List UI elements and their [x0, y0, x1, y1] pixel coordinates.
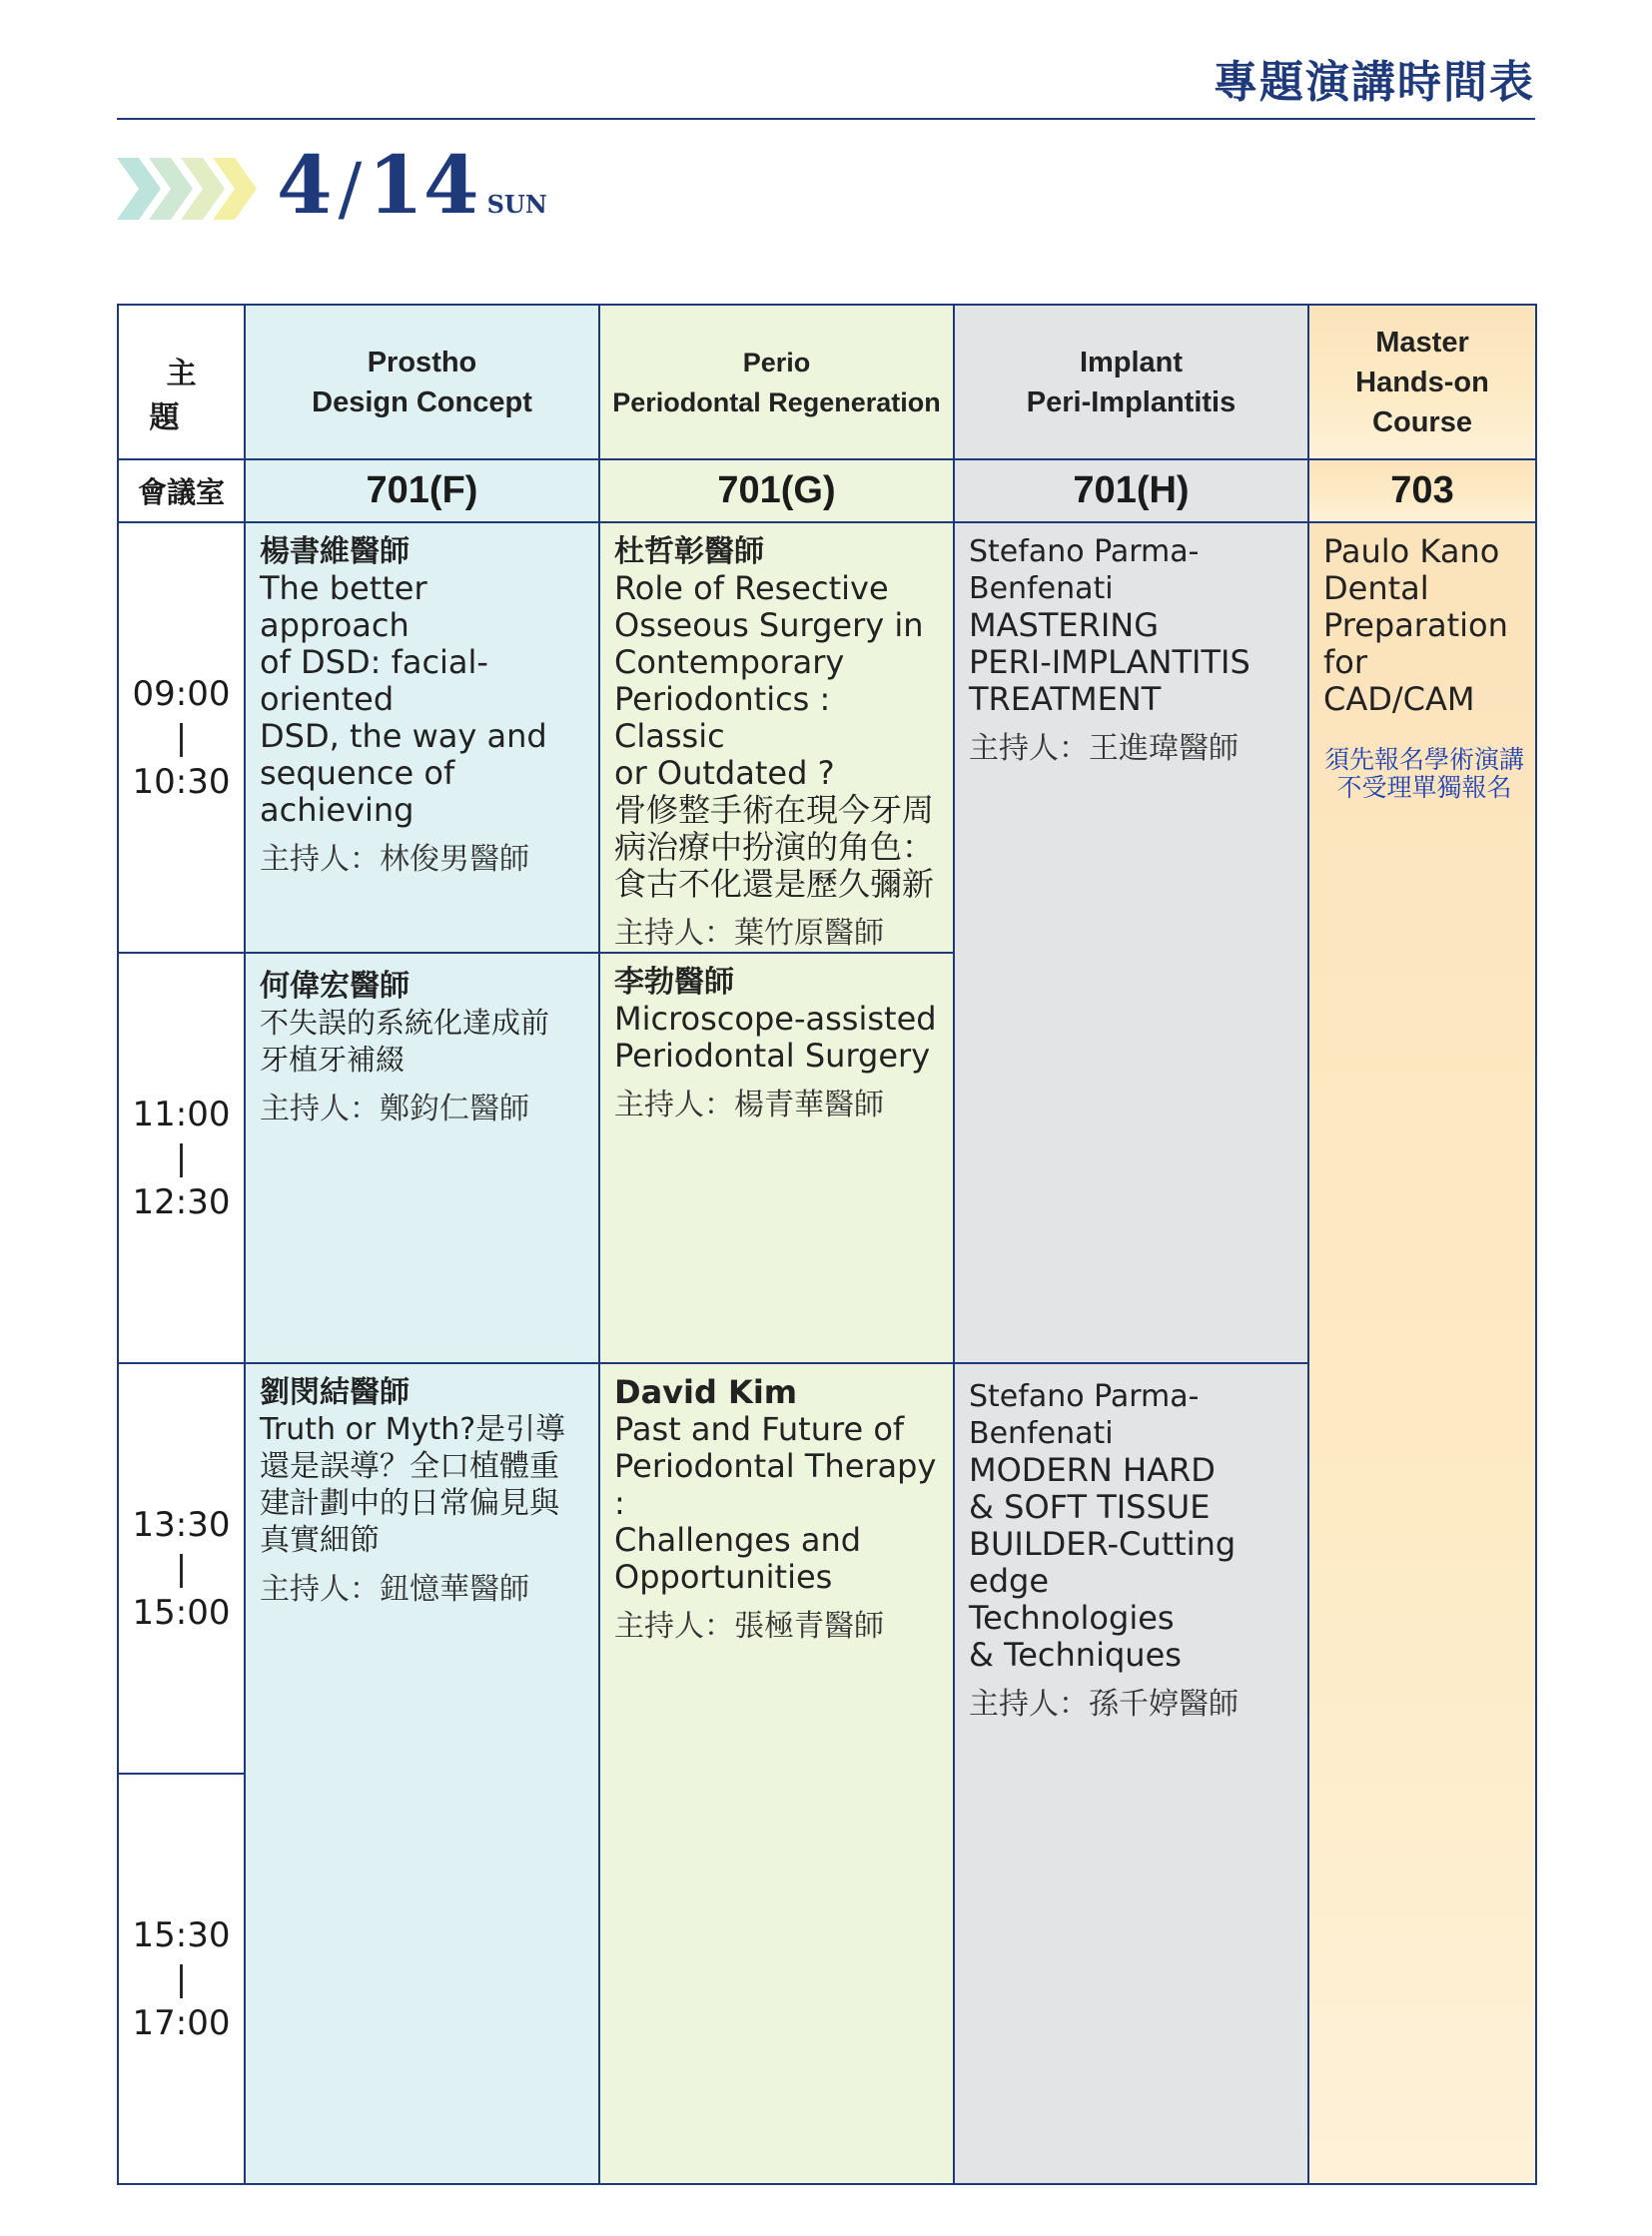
- session-title-line: Challenges and: [614, 1521, 862, 1559]
- session-prostho-1: [245, 522, 599, 953]
- date-month: 4: [277, 138, 333, 232]
- session-implant-2: [954, 1363, 1308, 2184]
- time-start: 11:00: [132, 1094, 231, 1134]
- date-label: [277, 138, 547, 232]
- time-end: 15:00: [132, 1592, 231, 1633]
- time-separator: |: [175, 1137, 188, 1178]
- session-title-line: Preparation: [1323, 606, 1508, 644]
- theme-header-label: 主 題: [118, 305, 245, 459]
- speaker-name: 杜哲彰醫師: [614, 534, 764, 569]
- time-end: 17:00: [132, 2002, 231, 2043]
- speaker-name: 何偉宏醫師: [260, 969, 410, 1004]
- session-title-line: Opportunities: [614, 1558, 833, 1596]
- session-title-line: MASTERING: [969, 606, 1159, 644]
- speaker-name: Paulo Kano: [1323, 532, 1500, 570]
- session-title-line: PERI-IMPLANTITIS: [969, 643, 1250, 681]
- session-title-line: DSD, the way and: [260, 717, 547, 755]
- session-host: 主持人：張極青醫師: [614, 1609, 884, 1644]
- time-separator: |: [175, 1548, 188, 1589]
- speaker-name: 楊書維醫師: [260, 534, 410, 569]
- session-title-line: 真實細節: [260, 1523, 380, 1558]
- session-title-line: Truth or Myth?是引導: [260, 1412, 566, 1447]
- speaker-name: 劉閔結醫師: [260, 1375, 410, 1410]
- time-slot-1: [118, 522, 245, 953]
- registration-note-line2: 不受理單獨報名: [1336, 773, 1512, 802]
- session-title-line: Technologies: [969, 1599, 1175, 1637]
- session-title-line: 食古不化還是歷久彌新: [614, 865, 935, 903]
- session-title-line: 建計劃中的日常偏見與: [260, 1486, 559, 1521]
- theme-perio-line1: Perio: [742, 347, 811, 377]
- date-day: 14: [368, 138, 479, 232]
- session-perio-2: [599, 953, 954, 1363]
- chevron-arrows-icon: [117, 158, 257, 220]
- session-host: 主持人：葉竹原醫師: [614, 916, 884, 951]
- time-start: 13:30: [132, 1504, 231, 1545]
- session-title-line: Microscope-assisted: [614, 1000, 937, 1038]
- session-prostho-3: [245, 1363, 599, 2184]
- room-prostho: 701(F): [245, 459, 599, 522]
- date-weekday: SUN: [486, 190, 547, 219]
- time-end: 12:30: [132, 1181, 231, 1222]
- theme-implant-line2: Peri-Implantitis: [1026, 385, 1237, 418]
- theme-master: [1308, 305, 1536, 459]
- session-title-line: 骨修整手術在現今牙周: [614, 791, 935, 829]
- date-slash: /: [338, 148, 363, 230]
- theme-perio-line2: Periodontal Regeneration: [612, 386, 941, 417]
- theme-prostho-line1: Prostho: [367, 346, 477, 378]
- time-start: 15:30: [132, 1914, 231, 1955]
- theme-implant-line1: Implant: [1079, 346, 1184, 378]
- time-slot-2: [118, 953, 245, 1363]
- session-title-line: Past and Future of: [614, 1410, 905, 1448]
- registration-note-line1: 須先報名學術演講: [1323, 745, 1524, 774]
- session-host: 主持人：林俊男醫師: [260, 842, 529, 877]
- session-title-line: Dental: [1323, 569, 1429, 607]
- theme-perio: [599, 305, 954, 459]
- theme-master-line2: Hands-on: [1355, 366, 1489, 398]
- time-slot-3: [118, 1363, 245, 1774]
- session-title-line: Contemporary: [614, 643, 845, 681]
- time-separator: |: [175, 717, 188, 758]
- theme-row: [118, 305, 1536, 459]
- session-title-line: MODERN HARD: [969, 1451, 1216, 1489]
- session-title-line: of DSD: facial-oriented: [260, 643, 488, 718]
- session-title-line: 不失誤的系統化達成前: [260, 1006, 550, 1040]
- session-title-line: The better approach: [260, 569, 427, 644]
- session-title-line: for CAD/CAM: [1323, 643, 1475, 718]
- session-title-line: BUILDER-Cutting edge: [969, 1525, 1237, 1600]
- theme-master-line1: Master: [1375, 326, 1469, 359]
- session-master-1: [1308, 522, 1536, 2184]
- session-title-line: Role of Resective: [614, 569, 889, 607]
- session-prostho-2: [245, 953, 599, 1363]
- schedule-table: [117, 304, 1537, 2185]
- theme-implant: [954, 305, 1308, 459]
- session-host: 主持人：楊青華醫師: [614, 1088, 884, 1122]
- session-title-line: 牙植牙補綴: [260, 1043, 406, 1077]
- session-host: 主持人：鄭鈞仁醫師: [260, 1092, 529, 1126]
- time-start: 09:00: [132, 673, 231, 714]
- session-implant-1: [954, 522, 1308, 1363]
- session-host: 主持人：鈕憶華醫師: [260, 1572, 529, 1607]
- speaker-name: Stefano Parma-Benfenati: [969, 1379, 1200, 1451]
- room-implant: 701(H): [954, 459, 1308, 522]
- speaker-name: 李勃醫師: [614, 965, 734, 1000]
- session-title-line: sequence of achieving: [260, 754, 455, 829]
- theme-master-line3: Course: [1372, 405, 1472, 438]
- session-host: 主持人：王進瑋醫師: [969, 731, 1239, 766]
- page-header: [117, 36, 1535, 120]
- session-title-line: or Outdated ?: [614, 754, 835, 792]
- session-title-line: Periodontal Therapy :: [614, 1447, 937, 1522]
- time-end: 10:30: [132, 761, 231, 802]
- speaker-name: Stefano Parma-Benfenati: [969, 534, 1200, 606]
- session-title-line: Periodontics : Classic: [614, 680, 831, 755]
- session-title-line: TREATMENT: [969, 680, 1162, 718]
- time-slot-4: [118, 1774, 245, 2184]
- theme-prostho-line2: Design Concept: [312, 385, 532, 418]
- room-perio: 701(G): [599, 459, 954, 522]
- room-master: 703: [1308, 459, 1536, 522]
- room-row: [118, 459, 1536, 522]
- session-host: 主持人：孫千婷醫師: [969, 1687, 1239, 1722]
- page-title: 專題演講時間表: [1214, 57, 1535, 108]
- theme-prostho: [245, 305, 599, 459]
- time-slot-row: [118, 522, 1536, 953]
- session-title-line: & SOFT TISSUE: [969, 1488, 1211, 1526]
- registration-note: [1323, 746, 1525, 802]
- session-perio-1: [599, 522, 954, 953]
- room-header-label: 會議室: [118, 459, 245, 522]
- speaker-name: David Kim: [614, 1373, 798, 1411]
- session-title-line: Osseous Surgery in: [614, 606, 924, 644]
- session-title-line: 還是誤導？全口植體重: [260, 1449, 559, 1484]
- session-title-line: 病治療中扮演的角色：: [614, 828, 935, 866]
- session-perio-3: [599, 1363, 954, 2184]
- session-title-line: Periodontal Surgery: [614, 1037, 931, 1075]
- time-separator: |: [175, 1958, 188, 1999]
- session-title-line: & Techniques: [969, 1636, 1182, 1674]
